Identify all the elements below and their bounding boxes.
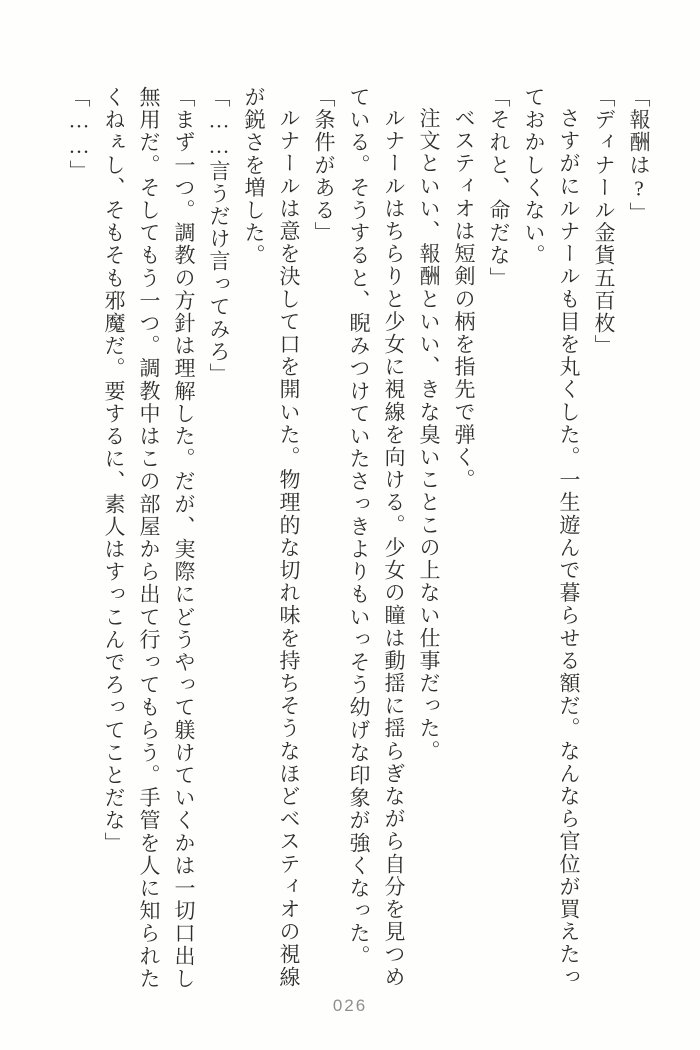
paragraph: 「……言うだけ言ってみろ」 — [207, 86, 231, 386]
paragraph: 「……」 — [67, 86, 91, 183]
paragraph: さすがにルナールも目を丸くした。一生遊んで暮らせる額だ。なんなら官位が買えたっておかしくない。 — [522, 86, 581, 989]
paragraph: ルナールはちらりと少女に視線を向ける。少女の瞳は動揺に揺らぎながら自分を見つめている。そうすると、睨みつけていたさっきよりもいっそう幼げな印象が強くなった。 — [347, 86, 406, 989]
paragraph: 注文といい、報酬といい、きな臭いことこの上ない仕事だった。 — [417, 107, 441, 763]
paragraph: 「ディナール金貨五百枚」 — [592, 86, 616, 358]
paragraph: 「報酬は?」 — [627, 86, 651, 225]
paragraph: 「それと、命だな」 — [487, 86, 511, 290]
paragraph: ベスティオは短剣の柄を指先で弾く。 — [452, 107, 476, 492]
paragraph: 「まず一つ。調教の方針は理解した。だが、実際にどうやって躾けていくかは一切口出し無用だ。そしてもう一つ。調教中はこの部屋から出て行ってもらう。手管を人に知られたくねぇし、そもそも邪魔だ。要するに、素人はすっこんでろってことだな」 — [102, 86, 196, 990]
page-number: 026 — [332, 996, 368, 1015]
novel-text-block — [61, 86, 656, 992]
paragraph: 「条件がある」 — [312, 86, 336, 245]
paragraph: ルナールは意を決して口を開いた。物理的な切れ味を持ちそうなほどベスティオの視線が鋭さを増した。 — [242, 86, 301, 989]
